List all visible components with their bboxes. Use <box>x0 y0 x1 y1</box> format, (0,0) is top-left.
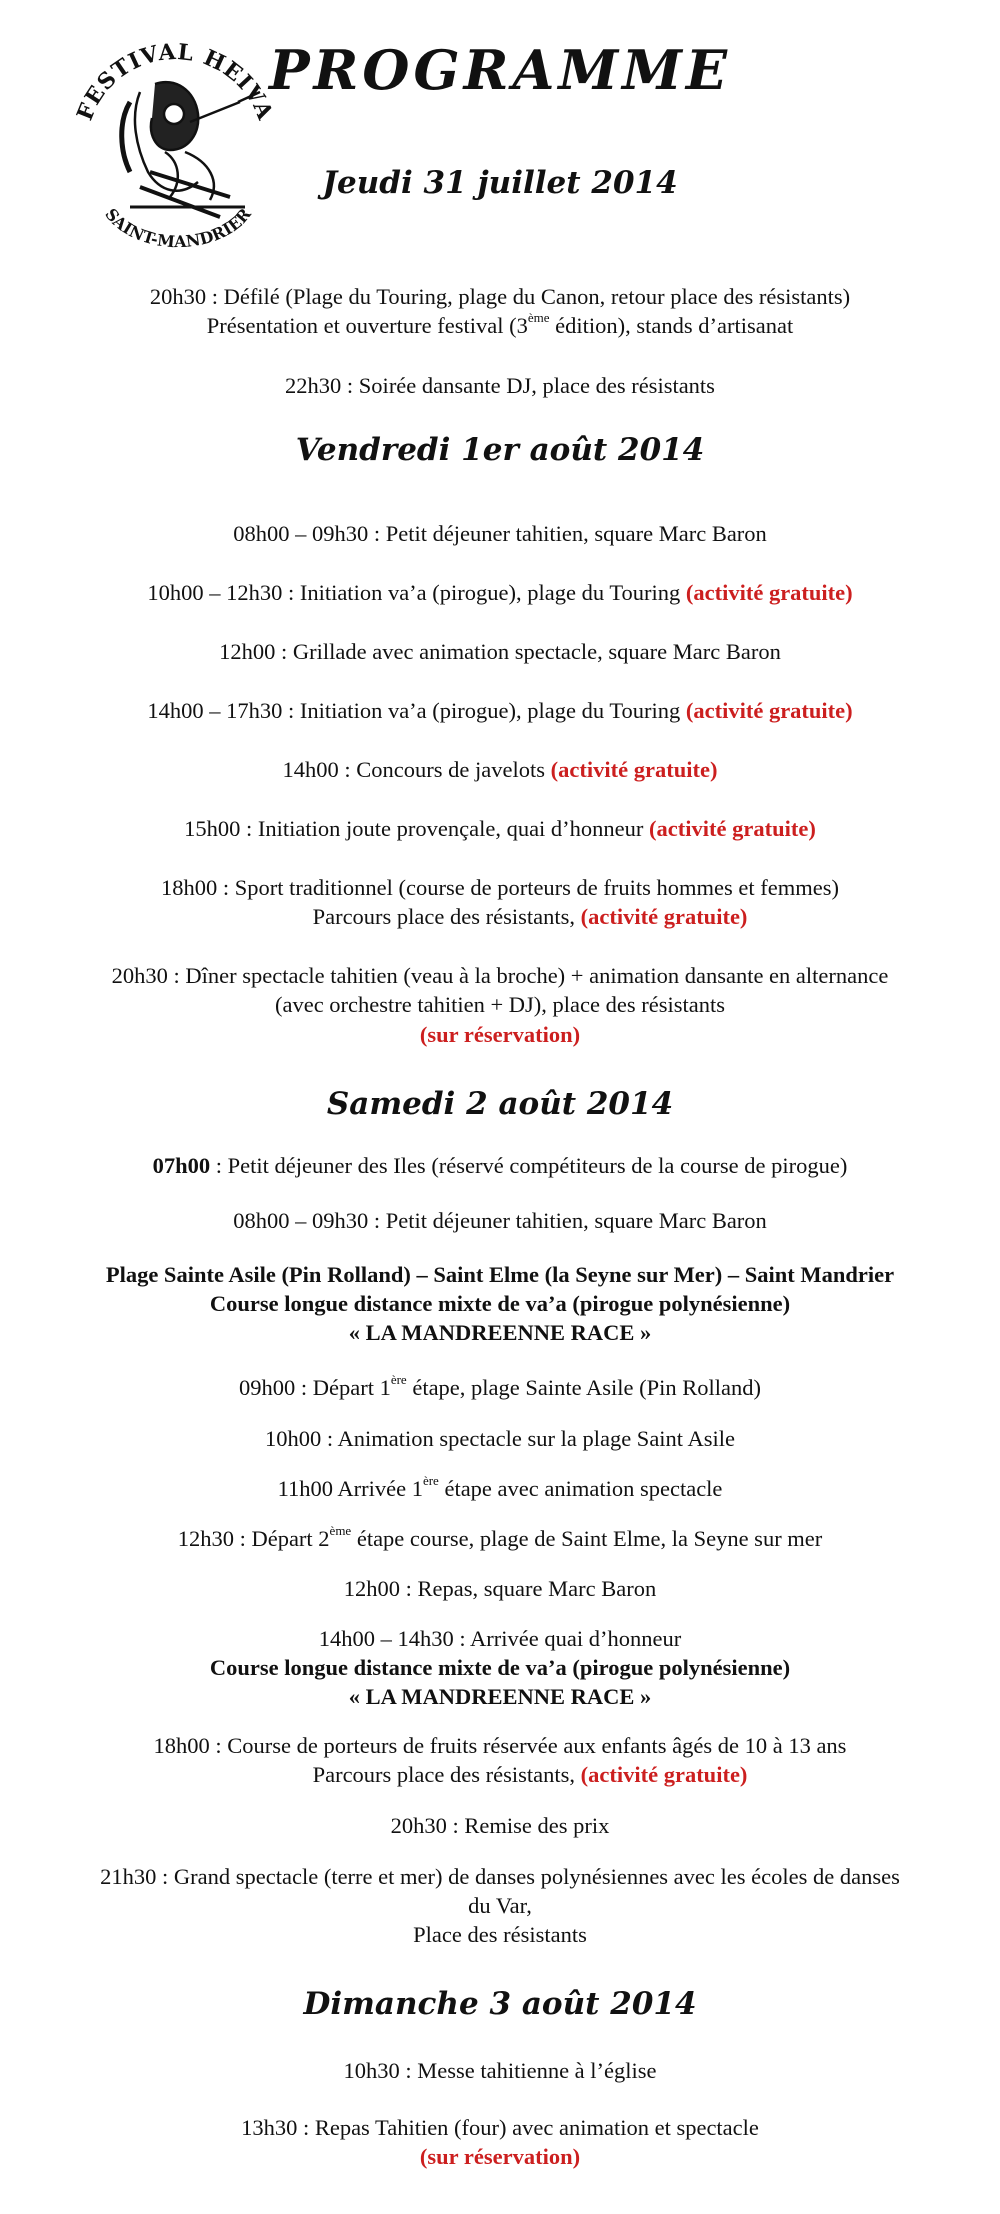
event-line: Place des résistants <box>413 1922 587 1947</box>
event-line: Parcours place des résistants, (activité gratuite) <box>312 1762 748 1787</box>
logo-top-text: FESTIVAL HEIVA <box>71 38 279 125</box>
event-line: 20h30 : Remise des prix <box>390 1813 610 1838</box>
event-line: 09h00 : Départ 1ère étape, plage Sainte Asile (Pin Rolland) <box>238 1371 762 1400</box>
event-line: 10h00 – 12h30 : Initiation va’a (pirogue), plage du Touring (activité gratuite) <box>147 580 853 605</box>
reservation-note: (sur réservation) <box>419 1022 581 1047</box>
event-line: (avec orchestre tahitien + DJ), place des résistants <box>274 992 725 1017</box>
event-line: 07h00 : Petit déjeuner des Iles (réservé compétiteurs de la course de pirogue) <box>152 1153 848 1178</box>
logo-bottom-text: SAINT-MANDRIER <box>101 204 255 252</box>
day-heading-thursday: Jeudi 31 juillet 2014 <box>322 165 678 201</box>
day-heading-saturday: Samedi 2 août 2014 <box>326 1086 674 1122</box>
event-line: 11h00 Arrivée 1ère étape avec animation spectacle <box>277 1472 723 1501</box>
event-line: Parcours place des résistants, (activité gratuite) <box>312 904 748 929</box>
event-line: 12h30 : Départ 2ème étape course, plage de Saint Elme, la Seyne sur mer <box>177 1522 823 1551</box>
race-heading: Course longue distance mixte de va’a (pirogue polynésienne) <box>209 1291 791 1316</box>
event-line: 15h00 : Initiation joute provençale, quai d’honneur (activité gratuite) <box>184 816 816 841</box>
event-line: 14h00 – 14h30 : Arrivée quai d’honneur <box>318 1626 682 1651</box>
race-heading: « LA MANDREENNE RACE » <box>348 1684 652 1709</box>
reservation-note: (sur réservation) <box>419 2144 581 2169</box>
event-line: 18h00 : Sport traditionnel (course de porteurs de fruits hommes et femmes) <box>161 875 839 900</box>
event-line: 21h30 : Grand spectacle (terre et mer) de danses polynésiennes avec les écoles de danses <box>100 1864 900 1889</box>
event-line: 14h00 : Concours de javelots (activité gratuite) <box>282 757 718 782</box>
day-heading-friday: Vendredi 1er août 2014 <box>295 432 705 468</box>
event-line: 14h00 – 17h30 : Initiation va’a (pirogue), plage du Touring (activité gratuite) <box>147 698 853 723</box>
event-line: du Var, <box>468 1893 532 1918</box>
event-line: 12h00 : Grillade avec animation spectacle, square Marc Baron <box>219 639 781 664</box>
event-line: 22h30 : Soirée dansante DJ, place des résistants <box>285 373 715 398</box>
event-line: 20h30 : Défilé (Plage du Touring, plage du Canon, retour place des résistants) <box>149 284 851 309</box>
event-line: Présentation et ouverture festival (3ème édition), stands d’artisanat <box>206 309 794 338</box>
event-line: 18h00 : Course de porteurs de fruits réservée aux enfants âgés de 10 à 13 ans <box>153 1733 847 1758</box>
event-line: 13h30 : Repas Tahitien (four) avec animation et spectacle <box>241 2115 759 2140</box>
event-line: 20h30 : Dîner spectacle tahitien (veau à la broche) + animation dansante en alternance <box>111 963 889 988</box>
race-heading: « LA MANDREENNE RACE » <box>348 1320 652 1345</box>
event-line: 08h00 – 09h30 : Petit déjeuner tahitien, square Marc Baron <box>233 521 767 546</box>
svg-text:SAINT-MANDRIER <box>101 204 255 251</box>
day-heading-sunday: Dimanche 3 août 2014 <box>303 1986 697 2022</box>
event-line: 12h00 : Repas, square Marc Baron <box>343 1576 657 1601</box>
page-title: PROGRAMME <box>268 38 732 102</box>
race-heading: Plage Sainte Asile (Pin Rolland) – Saint Elme (la Seyne sur Mer) – Saint Mandrier <box>105 1262 895 1287</box>
event-line: 10h00 : Animation spectacle sur la plage Saint Asile <box>265 1426 735 1451</box>
event-line: 08h00 – 09h30 : Petit déjeuner tahitien, square Marc Baron <box>233 1208 767 1233</box>
race-heading: Course longue distance mixte de va’a (pirogue polynésienne) <box>209 1655 791 1680</box>
event-line: 10h30 : Messe tahitienne à l’église <box>343 2058 657 2083</box>
